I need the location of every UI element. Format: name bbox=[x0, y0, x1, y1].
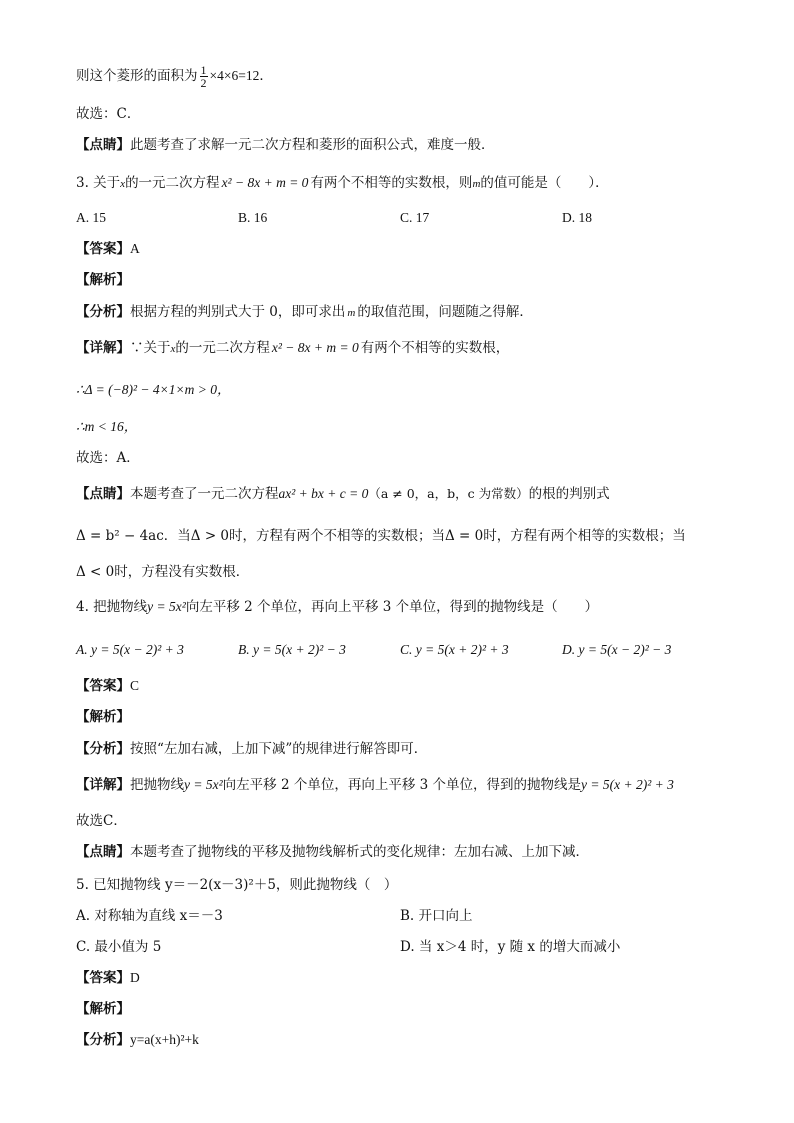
q4-jiexi bbox=[76, 707, 130, 727]
q3-xiangjie bbox=[76, 338, 509, 359]
dianjing-tag: 【点睛】 bbox=[76, 844, 130, 860]
q4-xiangjie bbox=[76, 775, 674, 795]
q4-option-d: D. y = 5(x − 2)² − 3 bbox=[562, 642, 672, 657]
xiangjie-eq: y = 5x² bbox=[184, 777, 223, 792]
xiangjie-tag: 【详解】 bbox=[76, 777, 130, 793]
dianjing-text: 本题考查了抛物线的平移及抛物线解析式的变化规律：左加右减、上加下减． bbox=[130, 844, 589, 860]
q3-stem bbox=[76, 173, 609, 194]
dianjing-text: 此题考查了求解一元二次方程和菱形的面积公式，难度一般． bbox=[130, 137, 495, 153]
xiangjie-c: 有两个不相等的实数根， bbox=[360, 340, 510, 356]
q3-dianjing-line2: Δ = b² − 4ac．当Δ > 0时，方程有两个不相等的实数根；当Δ = 0时，方程有两个相等的实数根；当 bbox=[76, 528, 686, 544]
q3-jiexi bbox=[76, 270, 130, 290]
q5-option-a: A. 对称轴为直线 x＝－3 bbox=[76, 908, 223, 924]
xiangjie-b: 的一元二次方程 bbox=[175, 340, 270, 356]
answer-tag: 【答案】 bbox=[76, 678, 130, 694]
q5-jiexi bbox=[76, 999, 130, 1019]
q3-dianjing bbox=[76, 484, 610, 504]
frac-num: 1 bbox=[200, 63, 207, 77]
fraction-half bbox=[200, 64, 208, 89]
dianjing-a: 本题考查了一元二次方程 bbox=[130, 486, 279, 502]
xiangjie-a: 把抛物线 bbox=[130, 777, 184, 793]
q4-stem-eq: y = 5x² bbox=[147, 599, 186, 614]
q4-choice: 故选C． bbox=[76, 813, 127, 829]
xiangjie-b: 向左平移 2 个单位，再向上平移 3 个单位，得到的抛物线是 bbox=[222, 777, 581, 793]
xiangjie-eq: x² − 8x + m = 0 bbox=[271, 340, 359, 355]
q3-option-c: C. 17 bbox=[400, 210, 430, 225]
q3-stem-d: 的值可能是（ ）． bbox=[480, 175, 609, 191]
jiexi-tag: 【解析】 bbox=[76, 272, 130, 288]
q5-option-c: C. 最小值为 5 bbox=[76, 939, 162, 955]
q4-options bbox=[76, 640, 716, 660]
q3-stem-b: 的一元二次方程 bbox=[125, 175, 220, 191]
fenxi-text: 按照“左加右减，上加下减”的规律进行解答即可． bbox=[130, 741, 428, 757]
q4-option-a: A. y = 5(x − 2)² + 3 bbox=[76, 642, 184, 657]
q3-option-a: A. 15 bbox=[76, 210, 106, 225]
q4-answer bbox=[76, 676, 139, 696]
q3-option-b: B. 16 bbox=[238, 210, 268, 225]
q4-fenxi bbox=[76, 739, 427, 759]
q3-step2: ∴m < 16， bbox=[76, 419, 138, 434]
dianjing-tag: 【点睛】 bbox=[76, 486, 130, 502]
xiangjie-var: x bbox=[170, 343, 176, 355]
answer-tag: 【答案】 bbox=[76, 241, 130, 257]
answer-value: D bbox=[130, 970, 140, 985]
q4-option-b: B. y = 5(x + 2)² − 3 bbox=[238, 642, 346, 657]
answer-value: C bbox=[130, 678, 140, 693]
prev-choice: 故选：C． bbox=[76, 106, 141, 122]
prev-dianjing bbox=[76, 135, 495, 155]
dianjing-tag: 【点睛】 bbox=[76, 137, 130, 153]
prev-area-line bbox=[76, 64, 273, 89]
q3-options bbox=[76, 208, 716, 228]
xiangjie-a: ∵关于 bbox=[130, 340, 171, 356]
q5-option-b: B. 开口向上 bbox=[400, 908, 473, 924]
fenxi-b: 的取值范围，问题随之得解． bbox=[357, 304, 533, 320]
frac-den: 2 bbox=[200, 76, 207, 90]
q4-stem-a: 4. 把抛物线 bbox=[76, 599, 148, 615]
answer-tag: 【答案】 bbox=[76, 970, 130, 986]
fenxi-tag: 【分析】 bbox=[76, 1032, 130, 1048]
q5-options-row2 bbox=[76, 937, 716, 957]
dianjing-cond: （a ≠ 0，a，b，c 为常数） bbox=[368, 486, 529, 501]
jiexi-tag: 【解析】 bbox=[76, 709, 130, 725]
q4-option-c: C. y = 5(x + 2)² + 3 bbox=[400, 642, 509, 657]
q3-answer bbox=[76, 239, 140, 259]
xiangjie-result: y = 5(x + 2)² + 3 bbox=[581, 777, 674, 792]
q4-stem bbox=[76, 597, 598, 617]
dianjing-eq: ax² + bx + c = 0 bbox=[278, 486, 369, 501]
q3-equation: x² − 8x + m = 0 bbox=[221, 175, 309, 190]
q5-options-row1 bbox=[76, 906, 716, 926]
q4-dianjing bbox=[76, 842, 589, 862]
fenxi-tag: 【分析】 bbox=[76, 304, 130, 320]
fenxi-text: y=a(x+h)²+k bbox=[130, 1032, 199, 1047]
dianjing-b: 的根的判别式 bbox=[528, 486, 610, 502]
answer-value: A bbox=[130, 241, 140, 256]
q3-var-m: m bbox=[472, 178, 481, 190]
q3-choice: 故选：A． bbox=[76, 450, 140, 466]
area-prefix: 则这个菱形的面积为 bbox=[76, 68, 198, 84]
q3-stem-a: 3. 关于 bbox=[76, 175, 121, 191]
q3-dianjing-line3: Δ < 0时，方程没有实数根． bbox=[76, 564, 250, 580]
q4-stem-b: 向左平移 2 个单位，再向上平移 3 个单位，得到的抛物线是（ ） bbox=[185, 599, 599, 615]
q5-stem: 5. 已知抛物线 y＝－2(x－3)²＋5，则此抛物线（ ） bbox=[76, 877, 398, 893]
q5-option-d: D. 当 x＞4 时，y 随 x 的增大而减小 bbox=[400, 939, 621, 955]
jiexi-tag: 【解析】 bbox=[76, 1001, 130, 1017]
area-expr: ×4×6=12． bbox=[209, 68, 273, 83]
q5-answer bbox=[76, 968, 140, 988]
fenxi-a: 根据方程的判别式大于 0，即可求出 bbox=[130, 304, 346, 320]
q3-step1: ∴Δ = (−8)² − 4×1×m > 0， bbox=[76, 382, 231, 397]
fenxi-tag: 【分析】 bbox=[76, 741, 130, 757]
q3-option-d: D. 18 bbox=[562, 210, 592, 225]
fenxi-var: m bbox=[347, 307, 356, 319]
q3-stem-c: 有两个不相等的实数根，则 bbox=[310, 175, 473, 191]
q3-var-x: x bbox=[120, 178, 126, 190]
xiangjie-tag: 【详解】 bbox=[76, 340, 130, 356]
q3-fenxi bbox=[76, 302, 533, 323]
q5-fenxi bbox=[76, 1030, 199, 1050]
